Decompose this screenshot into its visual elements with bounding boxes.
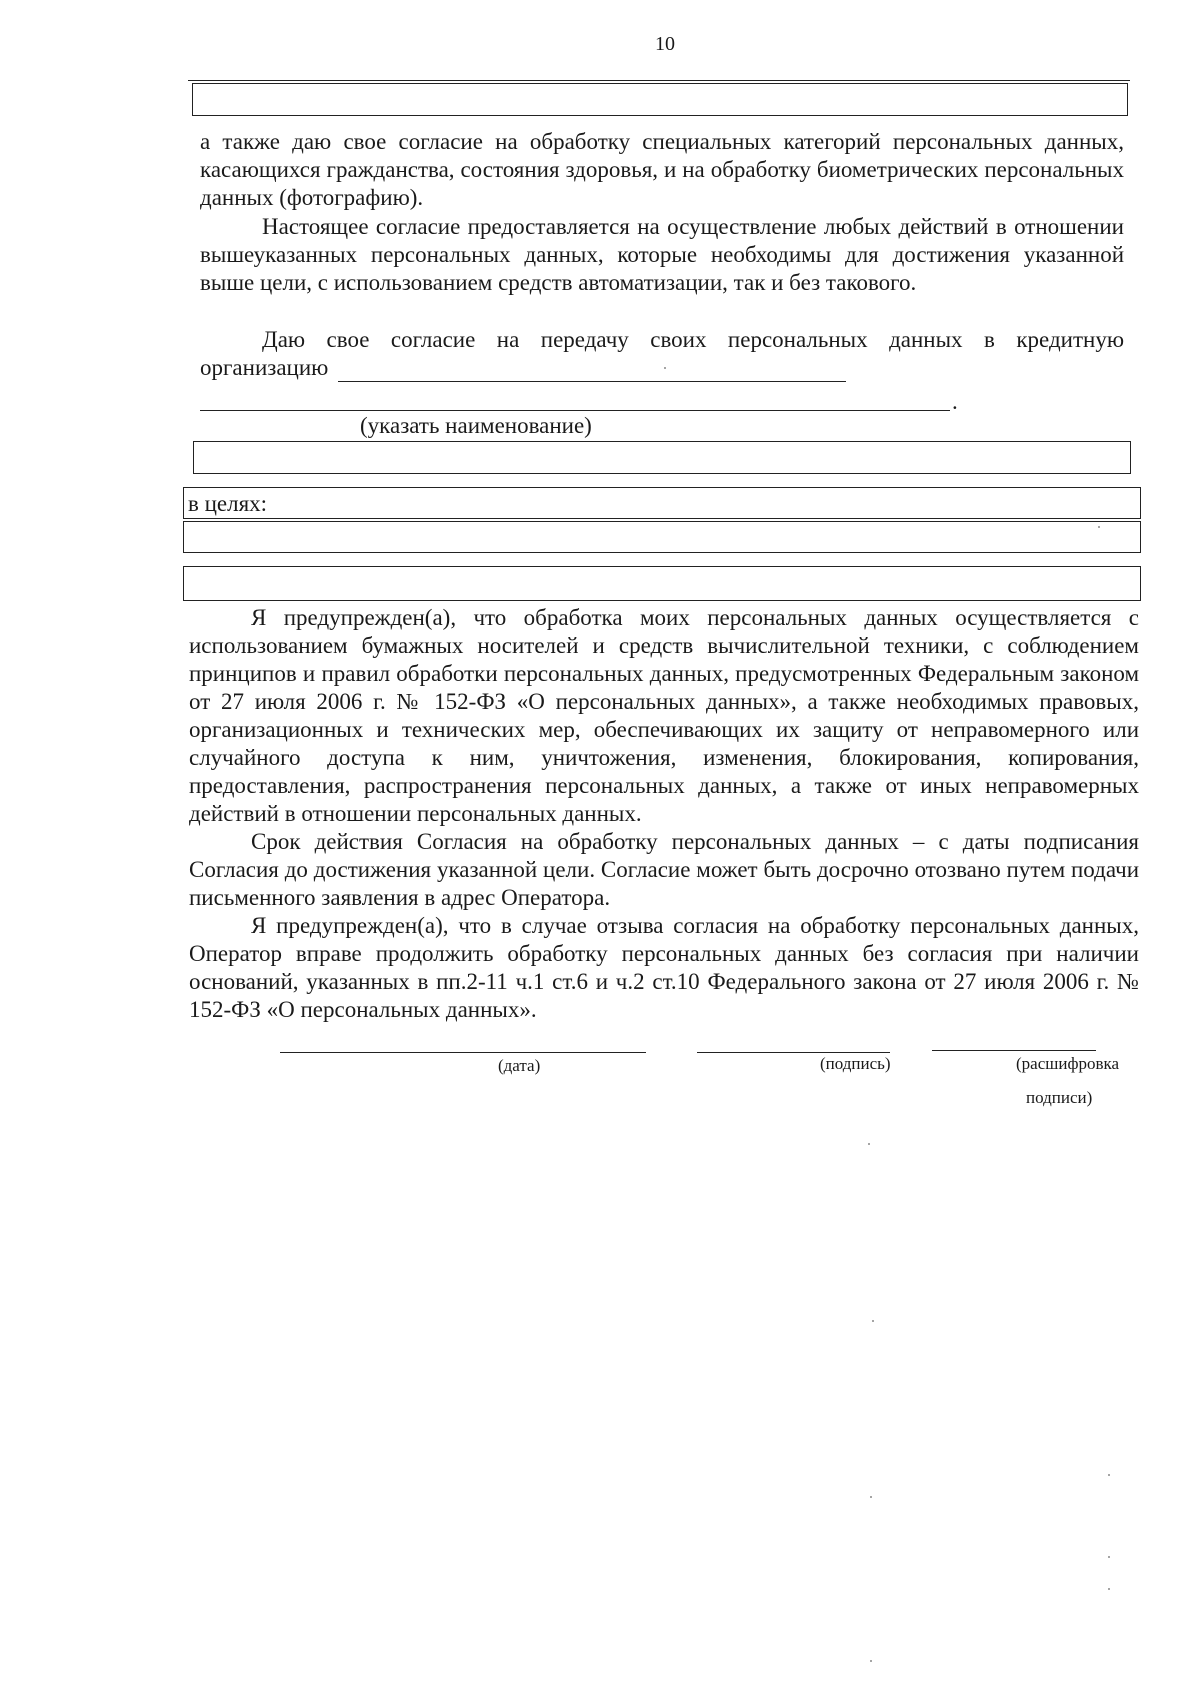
page-number: 10: [655, 33, 675, 55]
organization-name-line[interactable]: [338, 381, 846, 382]
date-line[interactable]: [280, 1052, 646, 1053]
signature-decode-label-1: (расшифровка: [1016, 1054, 1120, 1073]
scan-speck: [872, 1320, 874, 1322]
signature-decode-label-2: подписи): [1026, 1088, 1093, 1107]
purpose-field-3[interactable]: [183, 566, 1141, 601]
scan-speck: [1098, 526, 1100, 528]
signature-label: (подпись): [820, 1054, 891, 1073]
date-label: (дата): [498, 1056, 541, 1075]
purpose-field-2[interactable]: [183, 521, 1141, 553]
scan-speck: [1108, 1588, 1110, 1590]
scan-speck: [870, 1660, 872, 1662]
transfer-consent-line: Даю свое согласие на передачу своих персональных данных в кредитную: [262, 327, 1124, 352]
organization-field-box[interactable]: [193, 441, 1131, 474]
purpose-label: в целях:: [188, 491, 268, 516]
signature-decode-line[interactable]: [932, 1050, 1096, 1051]
withdrawal-warning-paragraph: Я предупрежден(а), что в случае отзыва согласия на обработку персональных данных, Оператор вправе продолжить обработку персональных данных без согласия при наличии оснований, указанных в пп.2-11 ч.1 ст.6 и ч.2 ст.10 Федерального закона от 27 июля 2006 г. № 152-ФЗ «О персональных данных».: [189, 913, 1139, 1022]
organization-label: организацию: [200, 355, 329, 380]
scan-speck: [1108, 1556, 1110, 1558]
signature-line[interactable]: [697, 1052, 890, 1053]
top-form-field[interactable]: [192, 83, 1128, 116]
validity-term-paragraph: Срок действия Согласия на обработку персональных данных – с даты подписания Согласия до достижения указанной цели. Согласие может быть досрочно отозвано путем подачи письменного заявления в адрес Оператора.: [189, 829, 1139, 910]
scan-speck: [868, 1143, 870, 1145]
scan-speck: [1108, 1474, 1110, 1476]
purpose-field[interactable]: [183, 487, 1141, 519]
scan-speck: [664, 367, 666, 369]
period-mark: .: [952, 389, 958, 414]
scan-speck: [870, 1496, 872, 1498]
name-hint-label: (указать наименование): [360, 413, 592, 438]
top-rule: [188, 80, 1130, 81]
consent-scope-paragraph: Настоящее согласие предоставляется на осуществление любых действий в отношении вышеуказанных персональных данных, которые необходимы для достижения указанной выше цели, с использованием средств автоматизации, так и без такового.: [200, 214, 1124, 295]
processing-warning-paragraph: Я предупрежден(а), что обработка моих персональных данных осуществляется с использованием бумажных носителей и средств вычислительной техники, с соблюдением принципов и правил обработки персональных данных, предусмотренных Федеральным законом от 27 июля 2006 г. № 152-ФЗ «О персональных данных», а также необходимых правовых, организационных и технических мер, обеспечивающих их защиту от неправомерного или случайного доступа к ним, уничтожения, изменения, блокирования, копирования, предоставления, распространения персональных данных, а также от иных неправомерных действий в отношении персональных данных.: [189, 605, 1139, 826]
consent-special-categories-paragraph: а также даю свое согласие на обработку специальных категорий персональных данных, касающихся гражданства, состояния здоровья, и на обработку биометрических персональных данных (фотографию).: [200, 129, 1124, 210]
organization-name-line-2[interactable]: [200, 410, 950, 411]
